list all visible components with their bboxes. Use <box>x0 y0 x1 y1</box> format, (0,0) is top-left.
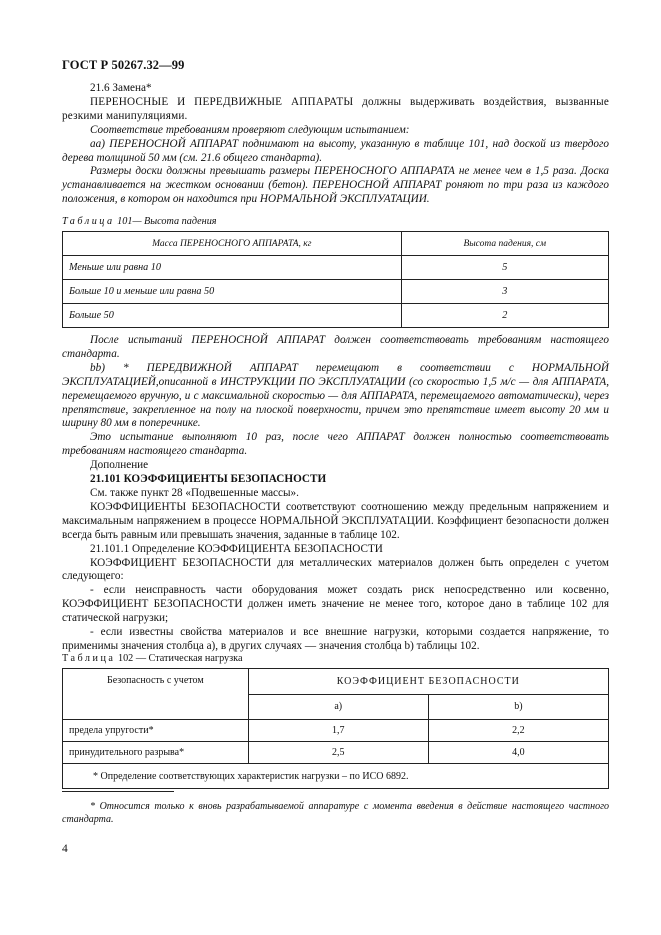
table-cell: предела упругости* <box>63 720 249 742</box>
paragraph: 21.101.1 Определение КОЭФФИЦИЕНТА БЕЗОПАСНОСТИ <box>90 542 383 555</box>
document-header: ГОСТ Р 50267.32—99 <box>62 58 185 72</box>
caption-text: 102 — Статическая нагрузка <box>117 653 243 664</box>
footnote-divider <box>62 791 174 792</box>
table-cell: Больше 10 и меньше или равна 50 <box>63 280 402 304</box>
table-102 <box>62 668 609 789</box>
table-cell: Больше 50 <box>63 304 402 328</box>
column-header: Высота падения, см <box>401 232 608 256</box>
table-row <box>63 304 609 328</box>
table-cell: принудительного разрыва* <box>63 742 249 764</box>
paragraph: Это испытание выполняют 10 раз, после чего АППАРАТ должен полностью соответствовать требованиям настоящего стандарта. <box>62 431 609 458</box>
table-row <box>63 720 609 742</box>
paragraph: ПЕРЕНОСНЫЕ И ПЕРЕДВИЖНЫЕ АППАРАТЫ должны выдерживать воздействия, вызванные резкими манипуляциями. <box>62 95 609 122</box>
footnote: * Относится только к вновь разрабатываемой аппаратуре с момента введения в действие настоящего частного стандарта. <box>62 801 609 825</box>
table-cell: 2,2 <box>428 720 608 742</box>
paragraph: Соответствие требованиям проверяют следующим испытанием: <box>90 123 410 136</box>
section-heading: 21.101 КОЭФФИЦИЕНТЫ БЕЗОПАСНОСТИ <box>90 473 327 486</box>
paragraph: Дополнение <box>90 459 149 472</box>
table-cell: 1,7 <box>248 720 428 742</box>
paragraph: После испытаний ПЕРЕНОСНОЙ АППАРАТ должен соответствовать требованиям настоящего стандарта. <box>62 334 609 360</box>
table-cell: Меньше или равна 10 <box>63 256 402 280</box>
table-102-caption <box>62 653 242 664</box>
caption-text: 101— Высота падения <box>117 216 217 227</box>
table-note-row <box>63 764 609 789</box>
section-21-6 <box>62 82 609 207</box>
page-number: 4 <box>62 843 68 855</box>
table-cell: 5 <box>401 256 608 280</box>
table-header-row <box>63 669 609 695</box>
paragraph: КОЭФФИЦИЕНТЫ БЕЗОПАСНОСТИ соответствуют соотношению между предельным напряжением и максимальным напряжением в процессе НОРМАЛЬНОЙ ЭКСПЛУАТАЦИИ. Коэффициент безопасности должен всегда быть равным или превышать значения, заданные в таблице 102. <box>62 500 609 541</box>
caption-prefix: Таблица <box>62 216 115 227</box>
table-cell: 2,5 <box>248 742 428 764</box>
table-row <box>63 280 609 304</box>
table-row <box>63 742 609 764</box>
table-header-row <box>63 232 609 256</box>
section-after-101 <box>62 334 609 654</box>
table-note: * Определение соответствующих характеристик нагрузки – по ИСО 6892. <box>63 764 609 789</box>
table-101-caption <box>62 216 217 227</box>
column-header: b) <box>428 694 608 720</box>
paragraph: - если неисправность части оборудования может создать риск непосредственно или косвенно, КОЭФФИЦИЕНТ БЕЗОПАСНОСТИ должен иметь значение не менее того, которое дано в таблице 102 для статической нагрузки; <box>62 584 609 625</box>
caption-prefix: Таблица <box>62 653 116 664</box>
paragraph: Размеры доски должны превышать размеры ПЕРЕНОСНОГО АППАРАТА не менее чем в 1,5 раза. Доска устанавливается на жестком основании (бетон). ПЕРЕНОСНОЙ АППАРАТ роняют по три раза из каждого положения, в котором он находится при НОРМАЛЬНОЙ ЭКСПЛУАТАЦИИ. <box>62 165 609 206</box>
table-cell: 2 <box>401 304 608 328</box>
paragraph: - если известны свойства материалов и все внешние нагрузки, которыми создается напряжение, то применимы значения столбца а), в других случаях — значения столбца b) таблицы 102. <box>62 626 609 652</box>
column-header: Безопасность с учетом <box>63 669 249 720</box>
paragraph: КОЭФФИЦИЕНТ БЕЗОПАСНОСТИ для металлических материалов должен быть определен с учетом следующего: <box>62 556 609 583</box>
paragraph: См. также пункт 28 «Подвешенные массы». <box>90 486 299 499</box>
table-cell: 4,0 <box>428 742 608 764</box>
paragraph: aa) ПЕРЕНОСНОЙ АППАРАТ поднимают на высоту, указанную в таблице 101, над доской из твердого дерева толщиной 50 мм (см. 21.6 общего стандарта). <box>62 137 609 164</box>
paragraph: bb) * ПЕРЕДВИЖНОЙ АППАРАТ перемещают в соответствии с НОРМАЛЬНОЙ ЭКСПЛУАТАЦИЕЙ,описанной в ИНСТРУКЦИИ ПО ЭКСПЛУАТАЦИИ (со скоростью 1,5 м/с — для АППАРАТА, перемещаемого вручную, и с максимальной скоростью — для АППАРАТА, перемещаемого автоматически), через препятствие, закрепленное на полу на плоской поверхности, причем это препятствие имеет высоту 20 мм и ширину 80 мм в поперечнике. <box>62 361 609 430</box>
table-101 <box>62 231 609 328</box>
section-heading: 21.6 Замена* <box>90 82 152 94</box>
group-header: КОЭФФИЦИЕНТ БЕЗОПАСНОСТИ <box>248 669 608 695</box>
table-cell: 3 <box>401 280 608 304</box>
table-row <box>63 256 609 280</box>
column-header: Масса ПЕРЕНОСНОГО АППАРАТА, кг <box>63 232 402 256</box>
column-header: a) <box>248 694 428 720</box>
